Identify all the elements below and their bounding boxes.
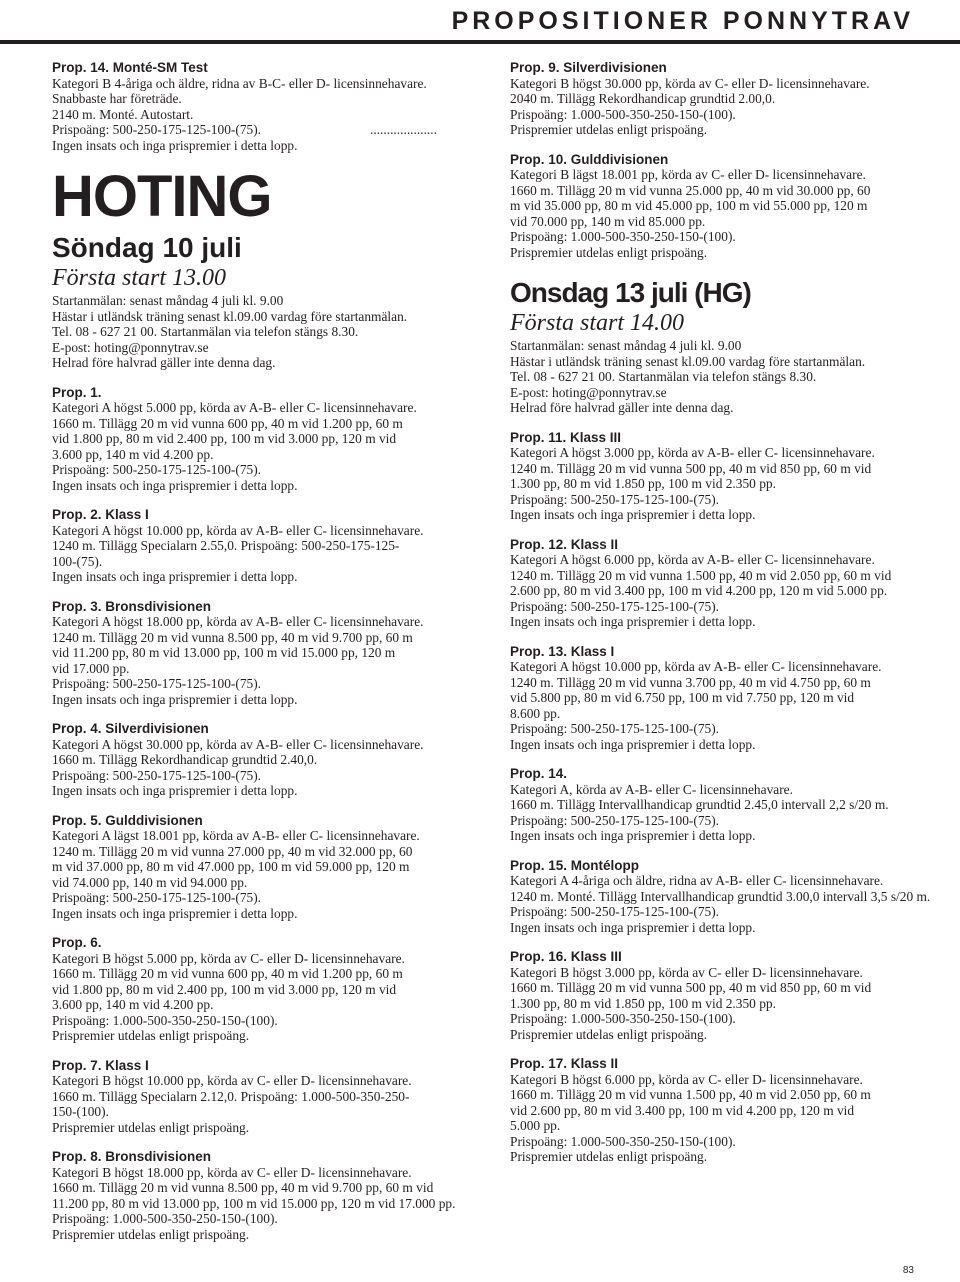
prop-line: Prispoäng: 500-250-175-125-100-(75).: [52, 767, 262, 783]
prop-line: 1660 m. Tillägg Specialarn 2.12,0. Prispoäng: 1.000-500-350-250-: [52, 1088, 410, 1104]
header-rule: [0, 40, 960, 44]
prop-title: Prop. 17. Klass II: [510, 1056, 619, 1071]
prop-line: 1240 m. Monté. Tillägg Intervallhandicap grundtid 3.00,0 intervall 3,5 s/20 m.: [510, 888, 931, 904]
prop-title: Prop. 9. Silverdivisionen: [510, 60, 667, 75]
page-number: 83: [902, 1265, 914, 1276]
prop-title: Prop. 16. Klass III: [510, 949, 622, 964]
prop-line: 1660 m. Tillägg 20 m vid vunna 500 pp, 40 m vid 850 pp, 60 m vid: [510, 980, 872, 995]
prop-line: vid 2.600 pp, 80 m vid 3.400 pp, 100 m vid 4.200 pp, 120 m vid: [510, 1102, 855, 1118]
prop-block: [510, 430, 920, 523]
prop-line: vid 17.000 pp.: [52, 660, 130, 676]
prop-line: Ingen insats och inga prispremier i detta lopp.: [52, 691, 298, 707]
prop-line: Prispremier utdelas enligt prispoäng.: [52, 1028, 250, 1043]
prop-line: 11.200 pp, 80 m vid 13.000 pp, 100 m vid 15.000 pp, 120 m vid 17.000 pp.: [52, 1195, 456, 1211]
prop-title: Prop. 14.: [510, 766, 568, 781]
prop-line-text: Prispoäng: 500-250-175-125-100-(75).: [52, 122, 262, 137]
entry-info: [52, 293, 462, 371]
prop-line: Kategori B högst 3.000 pp, körda av C- eller D- licensinnehavare.: [510, 964, 863, 980]
prop-line: Prispoäng: 500-250-175-125-100-(75).: [510, 721, 720, 736]
start-time: Första start 13.00: [52, 265, 227, 291]
prop-title: Prop. 15. Montélopp: [510, 857, 640, 873]
prop-line: Ingen insats och inga prispremier i detta lopp.: [510, 736, 756, 752]
prop-line: 1240 m. Tillägg 20 m vid vunna 3.700 pp, 40 m vid 4.750 pp, 60 m: [510, 674, 871, 690]
prop-line: Prispremier utdelas enligt prispoäng.: [510, 1149, 708, 1164]
prop-line: Ingen insats och inga prispremier i detta lopp.: [52, 569, 298, 584]
prop-title: Prop. 2. Klass I: [52, 507, 149, 522]
prop-line: Prispremier utdelas enligt prispoäng.: [510, 244, 708, 260]
prop-block: [510, 857, 931, 936]
prop-block: [52, 1149, 462, 1242]
prop-line: 1.300 pp, 80 m vid 1.850 pp, 100 m vid 2.350 pp.: [510, 995, 776, 1011]
prop-line: 1240 m. Tillägg 20 m vid vunna 500 pp, 40 m vid 850 pp, 60 m vid: [510, 460, 872, 476]
prop-block: [52, 60, 462, 153]
prop-line: Prispoäng: 1.000-500-350-250-150-(100).: [510, 1133, 736, 1149]
prop-line: m vid 37.000 pp, 80 m vid 47.000 pp, 100 m vid 59.000 pp, 120 m: [52, 859, 410, 874]
left-prop-list: [52, 385, 462, 1243]
prop-line: 1660 m. Tillägg 20 m vid vunna 600 pp, 40 m vid 1.200 pp, 60 m: [52, 415, 403, 431]
prop-line: 1660 m. Tillägg 20 m vid vunna 1.500 pp, 40 m vid 2.050 pp, 60 m: [510, 1087, 871, 1102]
prop-line: Ingen insats och inga prispremier i detta lopp.: [510, 919, 756, 935]
prop-title: Prop. 12. Klass II: [510, 536, 619, 552]
prop-block: [510, 644, 920, 753]
right-column: [510, 60, 931, 1179]
prop-line: m vid 35.000 pp, 80 m vid 45.000 pp, 100 m vid 55.000 pp, 120 m: [510, 198, 868, 213]
prop-line: Kategori A högst 10.000 pp, körda av A-B- eller C- licensinnehavare.: [52, 522, 424, 538]
info-line: E-post: hoting@ponnytrav.se: [510, 384, 667, 400]
prop-line: 1660 m. Tillägg 20 m vid vunna 25.000 pp, 40 m vid 30.000 pp, 60: [510, 182, 871, 198]
info-line: Hästar i utländsk träning senast kl.09.00 vardag före startanmälan.: [52, 308, 408, 324]
prop-line: Prispoäng: 1.000-500-350-250-150-(100).: [52, 1211, 278, 1226]
prop-block: [52, 385, 462, 494]
info-line: Helrad före halvrad gäller inte denna dag.: [52, 355, 276, 370]
prop-line: Snabbaste har företräde.: [52, 91, 182, 106]
prop-line: Kategori B högst 6.000 pp, körda av C- eller D- licensinnehavare.: [510, 1071, 863, 1087]
prop-line: Prispoäng: 500-250-175-125-100-(75).: [510, 812, 720, 828]
venue-title: HOTING: [52, 164, 272, 229]
start-time: Första start 14.00: [510, 310, 685, 336]
prop-line: 1240 m. Tillägg 20 m vid vunna 1.500 pp, 40 m vid 2.050 pp, 60 m vid: [510, 567, 892, 583]
prop-line: Kategori B högst 30.000 pp, körda av C- eller D- licensinnehavare.: [510, 75, 870, 91]
prop-line: vid 11.200 pp, 80 m vid 13.000 pp, 100 m vid 15.000 pp, 120 m: [52, 645, 396, 660]
prop-line: Kategori A högst 3.000 pp, körda av A-B- eller C- licensinnehavare.: [510, 445, 875, 460]
prop-line: 1240 m. Tillägg Specialarn 2.55,0. Prispoäng: 500-250-175-125-: [52, 538, 400, 553]
prop-line: vid 1.800 pp, 80 m vid 2.400 pp, 100 m vid 3.000 pp, 120 m vid: [52, 981, 397, 997]
prop-line: 3.600 pp, 140 m vid 4.200 pp.: [52, 997, 214, 1012]
prop-title: Prop. 6.: [52, 935, 102, 950]
prop-line: Kategori A högst 30.000 pp, körda av A-B- eller C- licensinnehavare.: [52, 736, 424, 752]
prop-line: 5.000 pp.: [510, 1118, 561, 1133]
prop-block: [52, 507, 462, 585]
prop-line: 1240 m. Tillägg 20 m vid vunna 27.000 pp, 40 m vid 32.000 pp, 60: [52, 843, 413, 859]
prop-line: Kategori A högst 10.000 pp, körda av A-B- eller C- licensinnehavare.: [510, 659, 882, 674]
prop-line: Kategori A högst 6.000 pp, körda av A-B- eller C- licensinnehavare.: [510, 552, 875, 567]
prop-title: Prop. 1.: [52, 384, 102, 400]
prop-title: Prop. 10. Gulddivisionen: [510, 151, 669, 167]
prop-line: vid 74.000 pp, 140 m vid 94.000 pp.: [52, 874, 248, 890]
prop-block: [510, 152, 920, 261]
prop-line: 1660 m. Tillägg 20 m vid vunna 8.500 pp, 40 m vid 9.700 pp, 60 m vid: [52, 1180, 434, 1195]
prop-line: Kategori A högst 5.000 pp, körda av A-B- eller C- licensinnehavare.: [52, 400, 417, 415]
prop-title: Prop. 8. Bronsdivisionen: [52, 1149, 212, 1164]
prop-line: Prispoäng: 500-250-175-125-100-(75).: [52, 890, 262, 905]
prop-block: [510, 537, 920, 630]
prop-block: [52, 721, 462, 799]
prop-line: 100-(75).: [52, 553, 103, 569]
prop-line: Ingen insats och inga prispremier i detta lopp.: [52, 783, 298, 798]
prop-line: Ingen insats och inga prispremier i detta lopp.: [510, 828, 756, 843]
prop-line: vid 1.800 pp, 80 m vid 2.400 pp, 100 m vid 3.000 pp, 120 m vid: [52, 431, 397, 446]
entry-info: [510, 338, 920, 416]
prop-line: Prispremier utdelas enligt prispoäng.: [510, 1026, 708, 1042]
prop-line: Kategori A 4-åriga och äldre, ridna av A-B- eller C- licensinnehavare.: [510, 873, 884, 888]
prop-line: Kategori B högst 18.000 pp, körda av C- eller D- licensinnehavare.: [52, 1164, 412, 1180]
prop-title: Prop. 11. Klass III: [510, 429, 622, 445]
prop-line: Kategori B högst 10.000 pp, körda av C- eller D- licensinnehavare.: [52, 1073, 412, 1088]
prop-block: [510, 949, 920, 1042]
prop-block: [510, 1056, 920, 1165]
prop-title: Prop. 7. Klass I: [52, 1057, 149, 1073]
header-title: PROPOSITIONER PONNYTRAV: [451, 7, 914, 35]
prop-line: 2040 m. Tillägg Rekordhandicap grundtid 2.00,0.: [510, 91, 776, 106]
prop-line: Ingen insats och inga prispremier i detta lopp.: [510, 614, 756, 629]
prop-line: Kategori B lägst 18.001 pp, körda av C- eller D- licensinnehavare.: [510, 167, 866, 182]
prop-line: 1660 m. Tillägg Intervallhandicap grundtid 2.45,0 intervall 2,2 s/20 m.: [510, 797, 889, 812]
prop-block: [510, 766, 920, 844]
info-line: Startanmälan: senast måndag 4 juli kl. 9.00: [510, 338, 742, 353]
info-line: Hästar i utländsk träning senast kl.09.00 vardag före startanmälan.: [510, 353, 866, 369]
prop-line: Prispremier utdelas enligt prispoäng.: [52, 1119, 250, 1135]
right-prop-list: [510, 429, 931, 1165]
info-line: Startanmälan: senast måndag 4 juli kl. 9.00: [52, 293, 284, 308]
prop-line: Prispoäng: 500-250-175-125-100-(75).: [510, 904, 720, 919]
prop-line: 1240 m. Tillägg 20 m vid vunna 8.500 pp, 40 m vid 9.700 pp, 60 m: [52, 629, 413, 645]
page-header: [0, 0, 960, 44]
prop-line: Ingen insats och inga prispremier i detta lopp.: [510, 507, 756, 522]
day-title: Söndag 10 juli: [52, 232, 242, 263]
info-line: E-post: hoting@ponnytrav.se: [52, 339, 209, 355]
prop-title: Prop. 4. Silverdivisionen: [52, 721, 209, 736]
prop-line: Prispoäng: 1.000-500-350-250-150-(100).: [510, 1011, 736, 1026]
prop-line: Prispremier utdelas enligt prispoäng.: [52, 1226, 250, 1242]
prop-line: Kategori A, körda av A-B- eller C- licensinnehavare.: [510, 781, 793, 797]
dot-leader: ....................: [370, 122, 437, 137]
prop-line: Prispoäng: 500-250-175-125-100-(75).: [52, 676, 262, 691]
info-line: Tel. 08 - 627 21 00. Startanmälan via telefon stängs 8.30.: [510, 369, 817, 384]
right-prop-list-top: [510, 60, 920, 260]
prop-title: Prop. 13. Klass I: [510, 643, 615, 659]
prop-line: vid 70.000 pp, 140 m vid 85.000 pp.: [510, 213, 706, 229]
prop-line: 3.600 pp, 140 m vid 4.200 pp.: [52, 446, 214, 462]
prop-line: Prispoäng: 500-250-175-125-100-(75).: [510, 491, 720, 507]
prop-block: [52, 935, 462, 1044]
prop-block: [510, 60, 920, 138]
prop-block: [52, 599, 462, 708]
prop-line: Prispoäng: 1.000-500-350-250-150-(100).: [510, 229, 736, 244]
prop-title: Prop. 14. Monté-SM Test: [52, 60, 208, 75]
prop-line: Ingen insats och inga prispremier i detta lopp.: [52, 477, 298, 493]
prop-line: 1660 m. Tillägg Rekordhandicap grundtid 2.40,0.: [52, 752, 318, 767]
prop-line: Prispremier utdelas enligt prispoäng.: [510, 122, 708, 137]
prop-line: vid 5.800 pp, 80 m vid 6.750 pp, 100 m vid 7.750 pp, 120 m vid: [510, 690, 855, 705]
prop-title: Prop. 5. Gulddivisionen: [52, 812, 203, 828]
prop-line: 2.600 pp, 80 m vid 3.400 pp, 100 m vid 4.200 pp, 120 m vid 5.000 pp.: [510, 583, 888, 598]
prop-line: Kategori B högst 5.000 pp, körda av C- eller D- licensinnehavare.: [52, 950, 405, 966]
prop-title: Prop. 3. Bronsdivisionen: [52, 598, 212, 614]
prop-line: 1.300 pp, 80 m vid 1.850 pp, 100 m vid 2.350 pp.: [510, 476, 776, 491]
prop-block: [52, 813, 462, 922]
info-line: Tel. 08 - 627 21 00. Startanmälan via telefon stängs 8.30.: [52, 324, 359, 339]
prop-line: Prispoäng: 1.000-500-350-250-150-(100).: [510, 106, 736, 122]
prop-line: 2140 m. Monté. Autostart.: [52, 106, 194, 122]
prop-line: Prispoäng: 500-250-175-125-100-(75).: [510, 598, 720, 614]
prop-line: Ingen insats och inga prispremier i detta lopp.: [52, 137, 298, 153]
prop-line: Kategori A lägst 18.001 pp, körda av A-B- eller C- licensinnehavare.: [52, 828, 420, 843]
prop-line: 8.600 pp.: [510, 705, 561, 721]
prop-line: 1660 m. Tillägg 20 m vid vunna 600 pp, 40 m vid 1.200 pp, 60 m: [52, 966, 403, 981]
prop-line: Ingen insats och inga prispremier i detta lopp.: [52, 905, 298, 921]
left-column: [52, 60, 462, 1256]
prop-line: Prispoäng: 500-250-175-125-100-(75).: [52, 462, 262, 477]
prop-block: [52, 1058, 462, 1136]
prop-line: Prispoäng: 1.000-500-350-250-150-(100).: [52, 1012, 278, 1028]
prop-line: 150-(100).: [52, 1104, 109, 1119]
day-title: Onsdag 13 juli (HG): [510, 277, 751, 308]
prop-line: Kategori B 4-åriga och äldre, ridna av B-C- eller D- licensinnehavare.: [52, 75, 427, 91]
prop-line: Kategori A högst 18.000 pp, körda av A-B- eller C- licensinnehavare.: [52, 614, 424, 629]
info-line: Helrad före halvrad gäller inte denna dag.: [510, 400, 734, 415]
prop-line: [52, 122, 462, 138]
